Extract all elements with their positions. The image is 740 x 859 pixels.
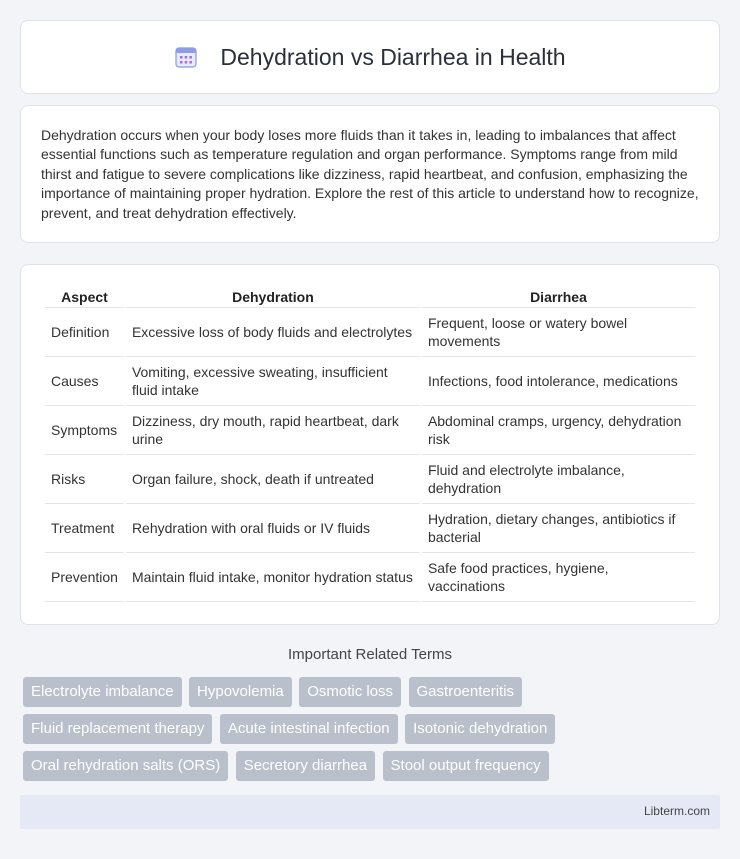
row-dehydration: Maintain fluid intake, monitor hydration status: [126, 553, 420, 602]
table-row: [45, 406, 695, 455]
related-term-tag[interactable]: Electrolyte imbalance: [23, 677, 182, 707]
column-header-aspect: Aspect: [45, 285, 124, 308]
related-term-tag[interactable]: Acute intestinal infection: [220, 714, 398, 744]
row-aspect: Definition: [45, 308, 124, 357]
row-aspect: Causes: [45, 357, 124, 406]
row-diarrhea: Fluid and electrolyte imbalance, dehydration: [422, 455, 695, 504]
column-header-diarrhea: Diarrhea: [422, 285, 695, 308]
related-term-tag[interactable]: Osmotic loss: [299, 677, 401, 707]
related-term-tag[interactable]: Gastroenteritis: [409, 677, 523, 707]
row-aspect: Risks: [45, 455, 124, 504]
row-diarrhea: Frequent, loose or watery bowel movements: [422, 308, 695, 357]
row-aspect: Symptoms: [45, 406, 124, 455]
row-dehydration: Organ failure, shock, death if untreated: [126, 455, 420, 504]
row-dehydration: Rehydration with oral fluids or IV fluids: [126, 504, 420, 553]
row-dehydration: Dizziness, dry mouth, rapid heartbeat, dark urine: [126, 406, 420, 455]
table-row: [45, 357, 695, 406]
row-diarrhea: Hydration, dietary changes, antibiotics if bacterial: [422, 504, 695, 553]
page-title: Dehydration vs Diarrhea in Health: [220, 43, 566, 70]
table-row: [45, 504, 695, 553]
column-header-dehydration: Dehydration: [126, 285, 420, 308]
row-diarrhea: Infections, food intolerance, medications: [422, 357, 695, 406]
intro-card: [20, 105, 720, 243]
related-term-tag[interactable]: Secretory diarrhea: [236, 751, 375, 781]
table-row: [45, 308, 695, 357]
row-aspect: Treatment: [45, 504, 124, 553]
related-term-tag[interactable]: Isotonic dehydration: [405, 714, 555, 744]
header-card: [20, 20, 720, 94]
footer-site-link[interactable]: Libterm.com: [643, 804, 710, 818]
table-row: [45, 553, 695, 602]
related-terms-title: Important Related Terms: [288, 646, 452, 663]
row-aspect: Prevention: [45, 553, 124, 602]
row-diarrhea: Abdominal cramps, urgency, dehydration risk: [422, 406, 695, 455]
related-term-tag[interactable]: Fluid replacement therapy: [23, 714, 212, 744]
related-term-tag[interactable]: Hypovolemia: [189, 677, 292, 707]
intro-text: Dehydration occurs when your body loses more fluids than it takes in, leading to imbalances that affect essential functions such as temperature regulation and organ performance. Symptoms range from mild thirst and fatigue to severe complications like dizziness, rapid heartbeat, and confusion, emphasizing the importance of maintaining proper hydration. Explore the rest of this article to understand how to recognize, prevent, and treat dehydration effectively.: [41, 127, 699, 221]
comparison-table: [43, 285, 697, 602]
row-dehydration: Excessive loss of body fluids and electrolytes: [126, 308, 420, 357]
comparison-table-card: [20, 264, 720, 625]
related-term-tag[interactable]: Stool output frequency: [383, 751, 549, 781]
related-term-tag[interactable]: Oral rehydration salts (ORS): [23, 751, 228, 781]
row-diarrhea: Safe food practices, hygiene, vaccinations: [422, 553, 695, 602]
calendar-icon: [174, 45, 198, 69]
table-row: [45, 455, 695, 504]
footer: [20, 795, 720, 829]
related-terms-list: [23, 677, 723, 788]
row-dehydration: Vomiting, excessive sweating, insufficient fluid intake: [126, 357, 420, 406]
table-header-row: [45, 285, 695, 308]
